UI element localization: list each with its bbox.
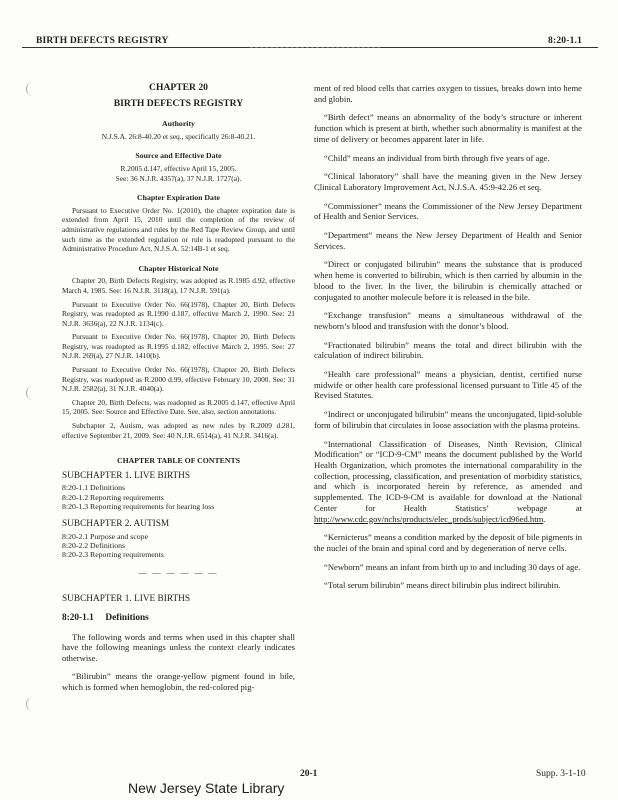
toc-subchapter-title: SUBCHAPTER 2. AUTISM: [62, 519, 170, 530]
toc-subchapter-title: SUBCHAPTER 1. LIVE BIRTHS: [62, 470, 191, 481]
definition-direct-bilirubin: “Direct or conjugated bilirubin” means the substance that is produced when heme is converted to bilirubin, which is then carried by albumin in the blood to the liver. In the liver, the bilirubin is chemically attached or conjugated to another molecule before it is released in the bile.: [314, 259, 582, 302]
margin-mark: [26, 697, 41, 711]
definition-clinical-laboratory: “Clinical laboratory” shall have the meaning given in the New Jersey Clinical Laboratory Improvement Act, N.J.S.A. 45:9-42.26 et seq.: [314, 171, 582, 192]
definition-continued: ment of red blood cells that carries oxygen to tissues, breaks down into heme and globin.: [314, 83, 582, 104]
toc-item[interactable]: [62, 502, 295, 511]
toc-item-label: Reporting requirements: [90, 550, 164, 560]
authority-text: N.J.S.A. 26:8-40.20 et seq., specifically 26:8-40.21.: [101, 131, 256, 141]
expiration-text: Pursuant to Executive Order No. 1(2010), the chapter expiration date is extended from April 15, 2010 until the completion of the review of administrative regulations and rules by the Red Tape Review Group, and until such time as the extended regulation or rule is readopted pursuant to the Administrative Procedure Act, N.J.S.A. 52:14B-1 et seq.: [62, 205, 295, 254]
toc-item-number: 8:20-1.3: [62, 502, 89, 511]
source-line: See: 36 N.J.R. 4357(a), 37 N.J.R. 1727(a).: [115, 173, 242, 183]
icd-text: “International Classification of Diseases, Ninth Revision, Clinical Modification” or “ICD-9-CM” means the document published by the World Health Organization, which promotes the international comparability in the collection, processing, classification, and presentation of morbidity statistics, and which is incorporated herein by reference, as amended and supplemented. The ICD-9-CM is available for download at the National Center for Health Statistics’ webpage at: [314, 438, 582, 513]
history-para: Subchapter 2, Autism, was adopted as new rules by R.2009 d.281, effective September 21, 2009. See: 40 N.J.R. 6514(a), 41 N.J.R. 3416(a).: [62, 421, 295, 440]
expiration-heading: Chapter Expiration Date: [136, 193, 221, 203]
definition-bilirubin: “Bilirubin” means the orange-yellow pigment found in bile, which is formed when hemoglobin, the red-colored pig-: [62, 671, 295, 692]
header-rule-dashed: [250, 47, 380, 48]
running-header-section: 8:20-1.1: [548, 36, 583, 46]
chapter-number: CHAPTER 20: [149, 82, 208, 93]
margin-mark: [26, 82, 41, 96]
toc-separator: — — — — — —: [138, 567, 219, 577]
definition-department: “Department” means the New Jersey Department of Health and Senior Services.: [314, 230, 582, 251]
supplement-date: Supp. 3-1-10: [536, 769, 586, 779]
toc-item-number: 8:20-2.2: [62, 541, 89, 551]
history-para: Pursuant to Executive Order No. 66(1978), Chapter 20, Birth Defects Registry, was readopted as R.1995 d.182, effective March 2, 1995. See: 27 N.J.R. 269(a), 27 N.J.R. 1410(b).: [62, 332, 295, 361]
definition-child: “Child” means an individual from birth through five years of age.: [324, 152, 550, 163]
icd-text-end: .: [543, 513, 546, 524]
history-para: Chapter 20, Birth Defects Registry, was adopted as R.1985 d.92, effective March 4, 1985. See: 16 N.J.R. 3118(a), 17 N.J.R. 591(a).: [62, 276, 295, 295]
toc-item-label: Reporting requirements: [90, 492, 164, 502]
definition-exchange-transfusion: “Exchange transfusion” means a simultaneous withdrawal of the newborn’s blood and transfusion with the donor’s blood.: [314, 310, 582, 331]
definition-indirect-bilirubin: “Indirect or unconjugated bilirubin” means the unconjugated, lipid-soluble form of bilirubin that circulates in loose association with the plasma proteins.: [314, 409, 582, 430]
definition-health-care-professional: “Health care professional” means a physician, dentist, certified nurse midwife or other health care professional licensed pursuant to Title 45 of the Revised Statutes.: [314, 369, 582, 401]
definition-total-serum-bilirubin: “Total serum bilirubin” means direct bilirubin plus indirect bilirubin.: [324, 580, 561, 591]
section-intro: The following words and terms when used in this chapter shall have the following meanings unless the context clearly indicates otherwise.: [62, 631, 295, 663]
history-para: Pursuant to Executive Order No. 66(1978), Chapter 20, Birth Defects Registry, was readopted as R.1990 d.187, effective March 2, 1990. See: 21 N.J.R. 3636(a), 22 N.J.R. 1134(c).: [62, 299, 295, 328]
toc-item-number: 8:20-2.3: [62, 550, 89, 560]
toc-item-number: 8:20-1.1: [62, 483, 89, 493]
definition-fractionated-bilirubin: “Fractionated bilirubin” means the total and direct bilirubin with the calculation of indirect bilirubin.: [314, 339, 582, 361]
toc-item[interactable]: [62, 532, 295, 541]
authority-heading: Authority: [162, 119, 195, 129]
right-column: [314, 83, 582, 599]
library-watermark: New Jersey State Library: [128, 780, 285, 796]
left-column: [62, 83, 295, 701]
definition-icd-9-cm: [314, 439, 582, 525]
toc-item[interactable]: [62, 483, 295, 492]
toc-item-label: Purpose and scope: [90, 531, 149, 541]
subchapter-title: SUBCHAPTER 1. LIVE BIRTHS: [62, 594, 191, 605]
toc-heading: CHAPTER TABLE OF CONTENTS: [116, 456, 241, 466]
icd-download-link[interactable]: http://www.cdc.gov/nchs/products/elec_prods/subject/icd96ed.htm: [314, 513, 544, 524]
page-number: 20-1: [300, 769, 318, 779]
chapter-title: BIRTH DEFECTS REGISTRY: [113, 97, 244, 109]
toc-item[interactable]: [62, 541, 295, 550]
definition-newborn: “Newborn” means an infant from birth up to and including 30 days of age.: [324, 561, 581, 572]
running-header-title: BIRTH DEFECTS REGISTRY: [36, 36, 169, 46]
history-para: Chapter 20, Birth Defects, was readopted as R.2005 d.147, effective April 15, 2005. See: Source and Effective Date. See, also, section annotations.: [62, 397, 295, 417]
toc-item[interactable]: [62, 550, 295, 559]
toc-item[interactable]: [62, 493, 295, 502]
toc-item-label: Definitions: [90, 483, 126, 493]
source-heading: Source and Effective Date: [135, 151, 222, 161]
toc-item-label: Reporting requirements for hearing loss: [90, 502, 215, 511]
history-para: Pursuant to Executive Order No. 66(1978), Chapter 20, Birth Defects Registry, was readopted as R.2000 d.99, effective February 10, 2000. See: 31 N.J.R. 2582(a), 31 N.J.R. 4040(a).: [62, 365, 295, 394]
source-line: R.2005 d.147, effective April 15, 2005.: [120, 163, 237, 173]
definition-kernicterus: “Kernicterus” means a condition marked by the deposit of bile pigments in the nuclei of the brain and spinal cord and by degeneration of nerve cells.: [314, 532, 582, 553]
definition-commissioner: “Commissioner” means the Commissioner of the New Jersey Department of Health and Senior Services.: [314, 200, 582, 222]
history-heading: Chapter Historical Note: [138, 263, 219, 273]
toc-item-number: 8:20-1.2: [62, 492, 89, 502]
toc-item-label: Definitions: [90, 541, 126, 551]
toc-item-number: 8:20-2.1: [62, 531, 89, 541]
definition-birth-defect: “Birth defect” means an abnormality of the body’s structure or inherent function which is present at birth, whether such abnormality is manifest at the time of delivery or becomes apparent later in life.: [314, 112, 582, 144]
margin-mark: [26, 386, 41, 400]
section-heading: 8:20-1.1 Definitions: [62, 612, 149, 623]
